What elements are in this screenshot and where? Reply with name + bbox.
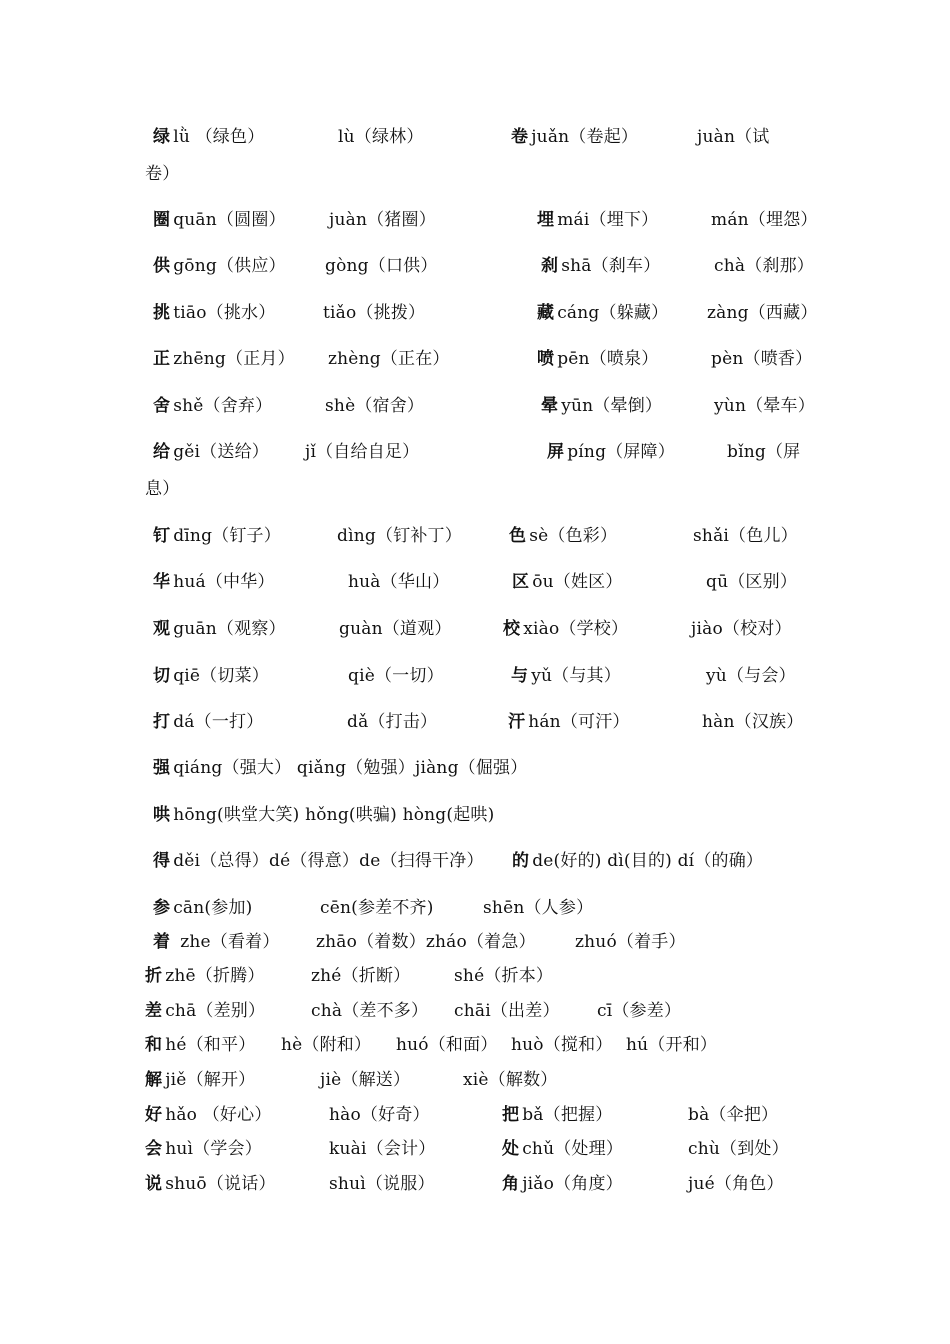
reading: hào（好奇） [329, 1105, 430, 1125]
head-char: 把 [502, 1105, 520, 1125]
head-char: 给 [153, 442, 171, 462]
reading: shé（折本） [454, 966, 554, 986]
head-char: 和 [145, 1035, 163, 1055]
reading: guàn（道观） [339, 619, 452, 639]
head-char: 好 [145, 1105, 163, 1125]
head-char: 说 [145, 1174, 163, 1194]
entry-line [547, 440, 675, 464]
entry-line [512, 570, 623, 594]
reading: jiè（解送） [320, 1070, 411, 1090]
reading: zhé（折断） [311, 966, 411, 986]
head-char: 区 [512, 572, 530, 592]
reading: cēn(参差不齐) [320, 898, 434, 918]
wrap-text: 卷） [145, 164, 180, 184]
reading: sè（色彩） [529, 526, 618, 546]
reading: dīng（钉子） [173, 526, 281, 546]
entry-line [145, 1033, 255, 1057]
head-char: 哄 [153, 805, 171, 825]
reading: chà（刹那） [714, 256, 815, 276]
head-char: 参 [153, 898, 171, 918]
wrap-text: 息） [145, 479, 180, 499]
reading: chà（差不多） [311, 1001, 429, 1021]
reading: qiē（切菜） [173, 666, 269, 686]
reading: huì（学会） [165, 1139, 262, 1159]
reading: xiè（解数） [463, 1070, 558, 1090]
reading: tiāo（挑水） [173, 303, 276, 323]
reading: gōng（供应） [173, 256, 286, 276]
entry-line [153, 570, 275, 594]
head-char: 的 [512, 851, 530, 871]
head-char: 卷 [511, 127, 529, 147]
entry-line [145, 1137, 262, 1161]
head-char: 色 [509, 526, 527, 546]
head-char: 差 [145, 1001, 163, 1021]
reading: lǜ （绿色） [173, 127, 265, 147]
reading: qū（区别） [706, 572, 798, 592]
reading: zhē（折腾） [165, 966, 265, 986]
entry-line [145, 964, 265, 988]
reading: shēn（人参） [483, 898, 594, 918]
reading: dá（一打） [173, 712, 264, 732]
reading: shě（舍弃） [173, 396, 273, 416]
reading: pèn（喷香） [711, 349, 813, 369]
reading: mán（埋怨） [711, 210, 818, 230]
reading: shuì（说服） [329, 1174, 435, 1194]
reading: juàn（猪圈） [329, 210, 436, 230]
reading: yǔ（与其） [531, 666, 621, 686]
entry-line [145, 1172, 276, 1196]
reading: gòng（口供） [325, 256, 438, 276]
head-char: 着 [153, 932, 171, 952]
reading: juǎn（卷起） [531, 127, 639, 147]
reading: chǔ（处理） [522, 1139, 624, 1159]
entry-line [145, 1068, 255, 1092]
reading: jiào（校对） [691, 619, 792, 639]
reading: de(好的) dì(目的) dí（的确） [532, 851, 764, 871]
entry-line [511, 125, 638, 149]
head-char: 角 [502, 1174, 520, 1194]
entry-line [153, 930, 280, 954]
reading: cáng（躲藏） [557, 303, 669, 323]
reading: jǐ（自给自足） [305, 442, 420, 462]
head-char: 刹 [541, 256, 559, 276]
head-char: 得 [153, 851, 171, 871]
reading: hán（可汗） [528, 712, 630, 732]
reading: jiě（解开） [165, 1070, 256, 1090]
reading: hè（附和） [281, 1035, 372, 1055]
entry-line [508, 710, 630, 734]
reading: bà（伞把） [688, 1105, 779, 1125]
reading: yù（与会） [706, 666, 796, 686]
reading: cān(参加) [173, 898, 253, 918]
entry-line [153, 125, 264, 149]
reading: dìng（钉补丁） [337, 526, 462, 546]
entry-line [153, 849, 484, 873]
head-char: 绿 [153, 127, 171, 147]
entry-line [153, 710, 263, 734]
entry-line [153, 803, 494, 827]
entry-line [502, 1172, 623, 1196]
entry-line [537, 208, 658, 232]
entry-line [153, 617, 286, 641]
entry-line [153, 254, 286, 278]
entry-line [537, 347, 659, 371]
reading: huó（和面） [396, 1035, 498, 1055]
reading: guān（观察） [173, 619, 286, 639]
reading: chāi（出差） [454, 1001, 560, 1021]
reading: qiáng（强大） qiǎng（勉强）jiàng（倔强） [173, 758, 528, 778]
head-char: 汗 [508, 712, 526, 732]
reading: zhèng（正在） [328, 349, 450, 369]
reading: zhe（看着） [180, 932, 280, 952]
head-char: 圈 [153, 210, 171, 230]
head-char: 解 [145, 1070, 163, 1090]
entry-line [145, 1103, 272, 1127]
entry-line [153, 664, 269, 688]
head-char: 喷 [537, 349, 555, 369]
entry-line [502, 1137, 623, 1161]
reading: cī（参差） [597, 1001, 682, 1021]
reading: shuō（说话） [165, 1174, 276, 1194]
reading: děi（总得）dé（得意）de（扫得干净） [173, 851, 484, 871]
reading: chā（差别） [165, 1001, 266, 1021]
head-char: 挑 [153, 303, 171, 323]
head-char: 折 [145, 966, 163, 986]
head-char: 与 [511, 666, 529, 686]
reading: huá（中华） [173, 572, 275, 592]
reading: bǐng（屏 [727, 442, 801, 462]
reading: shè（宿舍） [325, 396, 425, 416]
head-char: 埋 [537, 210, 555, 230]
entry-line [153, 756, 527, 780]
reading: píng（屏障） [567, 442, 675, 462]
entry-line [541, 394, 662, 418]
reading: juàn（试 [697, 127, 770, 147]
reading: bǎ（把握） [522, 1105, 613, 1125]
head-char: 藏 [537, 303, 555, 323]
reading: hàn（汉族） [702, 712, 804, 732]
head-char: 正 [153, 349, 171, 369]
head-char: 钉 [153, 526, 171, 546]
entry-line [503, 617, 628, 641]
reading: hú（开和） [626, 1035, 718, 1055]
entry-line [145, 999, 265, 1023]
entry-line [153, 208, 286, 232]
reading: mái（埋下） [557, 210, 659, 230]
reading: huà（华山） [348, 572, 450, 592]
head-char: 屏 [547, 442, 565, 462]
reading: shā（刹车） [561, 256, 661, 276]
reading: hé（和平） [165, 1035, 256, 1055]
reading: jiǎo（角度） [522, 1174, 623, 1194]
reading: xiào（学校） [523, 619, 629, 639]
entry-line [502, 1103, 612, 1127]
reading: gěi（送给） [173, 442, 269, 462]
entry-line [153, 896, 252, 920]
reading: zhāo（着数）zháo（着急） [316, 932, 536, 952]
entry-line [512, 849, 763, 873]
head-char: 处 [502, 1139, 520, 1159]
reading: jué（角色） [688, 1174, 784, 1194]
head-char: 晕 [541, 396, 559, 416]
entry-line [537, 301, 668, 325]
reading: dǎ（打击） [347, 712, 438, 732]
entry-line [153, 440, 269, 464]
entry-line [509, 524, 617, 548]
entry-line [511, 664, 621, 688]
head-char: 观 [153, 619, 171, 639]
reading: zhuó（着手） [575, 932, 686, 952]
reading: huò（搅和） [511, 1035, 613, 1055]
head-char: 切 [153, 666, 171, 686]
reading: lù（绿林） [338, 127, 424, 147]
reading: chù（到处） [688, 1139, 789, 1159]
head-char: 校 [503, 619, 521, 639]
reading: pēn（喷泉） [557, 349, 659, 369]
head-char: 华 [153, 572, 171, 592]
head-char: 供 [153, 256, 171, 276]
head-char: 强 [153, 758, 171, 778]
reading: yūn（晕倒） [561, 396, 663, 416]
reading: yùn（晕车） [714, 396, 815, 416]
reading: tiǎo（挑拨） [323, 303, 426, 323]
reading: zhēng（正月） [173, 349, 295, 369]
reading: ōu（姓区） [532, 572, 623, 592]
entry-line [153, 524, 281, 548]
entry-line [541, 254, 660, 278]
reading: shǎi（色儿） [693, 526, 798, 546]
reading: zàng（西藏） [707, 303, 818, 323]
reading: hǎo （好心） [165, 1105, 272, 1125]
head-char: 打 [153, 712, 171, 732]
reading: hōng(哄堂大笑) hǒng(哄骗) hòng(起哄) [173, 805, 495, 825]
entry-line [153, 347, 295, 371]
reading: kuài（会计） [329, 1139, 436, 1159]
head-char: 会 [145, 1139, 163, 1159]
reading: qiè（一切） [348, 666, 444, 686]
entry-line [153, 394, 272, 418]
entry-line [153, 301, 275, 325]
head-char: 舍 [153, 396, 171, 416]
reading: quān（圆圈） [173, 210, 286, 230]
